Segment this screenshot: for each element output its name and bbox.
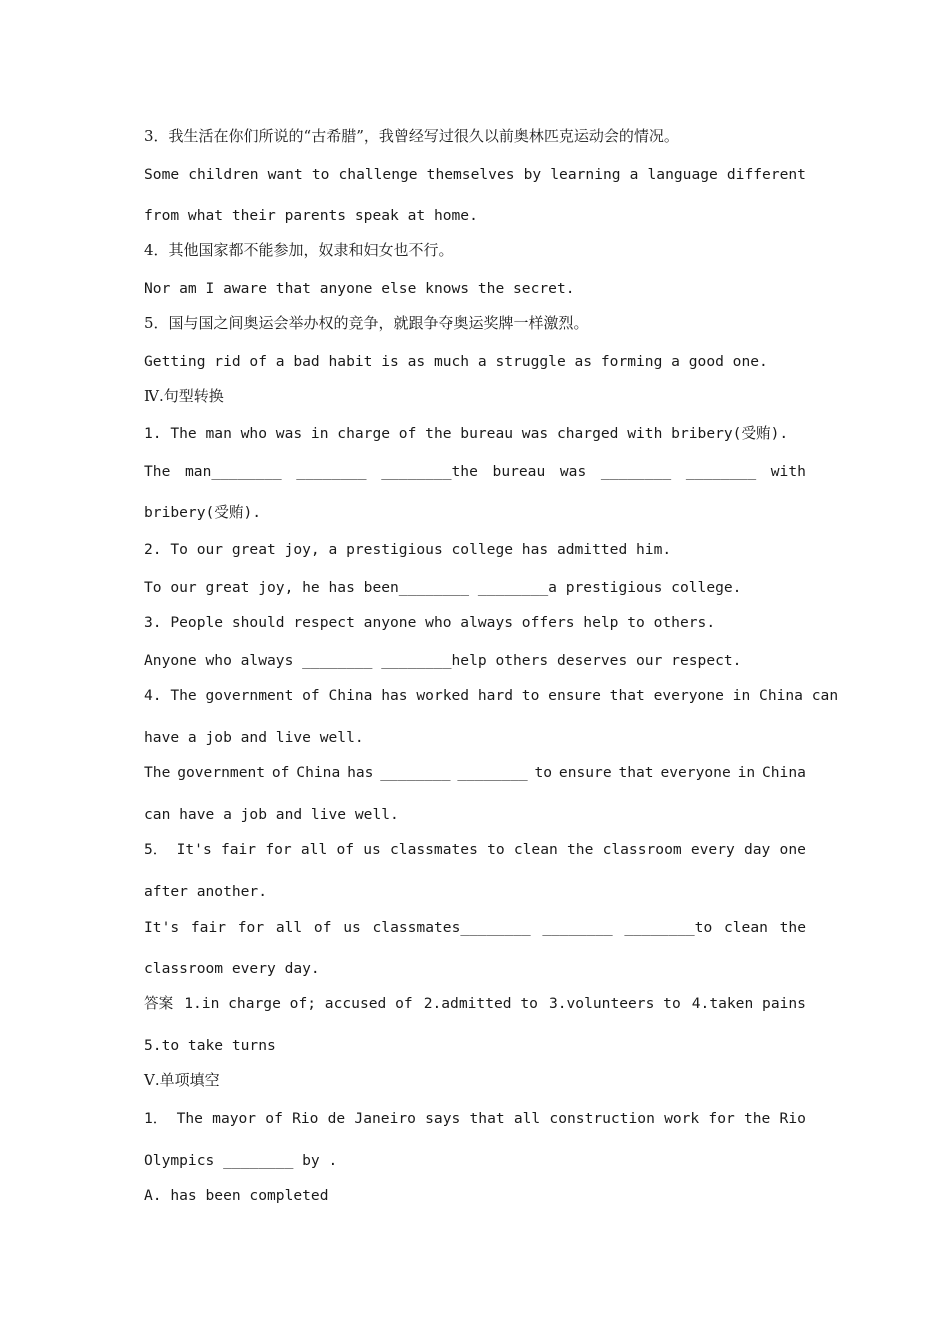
translation-q3-chinese: 3．我生活在你们所说的“古希腊”，我曾经写过很久以前奥林匹克运动会的情况。	[144, 127, 679, 145]
section-iv-heading: Ⅳ.句型转换	[144, 387, 224, 405]
section-iv-q2-fill: To our great joy, he has been________ ________a prestigious college.	[144, 579, 742, 596]
section-iv-q4-fill-line1	[144, 763, 806, 783]
word: It's	[176, 841, 212, 858]
word: everyone	[660, 764, 731, 781]
translation-s1-line2: from what their parents speak at home.	[144, 207, 478, 224]
word: of	[265, 1110, 283, 1127]
word: different	[726, 166, 806, 183]
word: bureau	[492, 463, 546, 480]
word: with	[770, 463, 806, 480]
word: the	[779, 919, 806, 936]
translation-s1-line1	[144, 165, 806, 185]
word: ensure	[558, 764, 612, 781]
word: says	[425, 1110, 461, 1127]
word: ________the	[381, 463, 478, 480]
word: Rio	[779, 1110, 806, 1127]
section-iv-q5-line1	[144, 840, 806, 860]
word: children	[188, 166, 259, 183]
word: classmates	[390, 841, 478, 858]
word: construction	[549, 1110, 655, 1127]
word: ________	[600, 463, 672, 480]
word: for	[708, 1110, 735, 1127]
word: a	[629, 166, 639, 183]
word: 1．	[144, 1110, 168, 1127]
word: fair	[190, 919, 227, 936]
section-iv-q5-line2: after another.	[144, 883, 268, 900]
word: clean	[723, 919, 768, 936]
word: 4.taken pains	[691, 995, 806, 1012]
word: ________to	[624, 919, 713, 936]
word: Janeiro	[354, 1110, 416, 1127]
word: themselves	[426, 166, 515, 183]
section-v-heading: Ⅴ.单项填空	[144, 1071, 220, 1089]
word: every	[690, 841, 735, 858]
translation-q4-chinese: 4．其他国家都不能参加，奴隶和妇女也不行。	[144, 241, 454, 259]
word: It's	[144, 919, 180, 936]
word: us	[343, 919, 361, 936]
word: learning	[550, 166, 621, 183]
word: The	[144, 764, 171, 781]
section-v-q1-line2: Olympics ________ by .	[144, 1152, 338, 1169]
word: 1.in charge of; accused of	[184, 995, 413, 1012]
word: by	[523, 166, 542, 183]
word: one	[779, 841, 806, 858]
word: challenge	[338, 166, 418, 183]
word: The	[176, 1110, 203, 1127]
section-iv-q4-line1: 4. The government of China has worked hard to ensure that everyone in China can	[144, 687, 839, 704]
section-iv-q3-fill: Anyone who always ________ ________help others deserves our respect.	[144, 652, 742, 669]
word: for	[265, 841, 292, 858]
word: day	[743, 841, 771, 858]
word: fair	[220, 841, 257, 858]
word: 答案	[144, 995, 174, 1012]
word: The	[144, 463, 171, 480]
translation-q5-chinese: 5．国与国之间奥运会举办权的竞争，就跟争夺奥运奖牌一样激烈。	[144, 314, 589, 332]
word: the	[567, 841, 594, 858]
word: of	[336, 841, 355, 858]
word: the	[743, 1110, 771, 1127]
word: China	[296, 764, 341, 781]
section-v-q1-option-a: A. has been completed	[144, 1187, 329, 1204]
word: ________	[542, 919, 613, 936]
word: Rio	[292, 1110, 319, 1127]
section-iv-q1-fill-line2: bribery(受贿).	[144, 504, 262, 521]
word: has	[347, 764, 374, 781]
word: for	[237, 919, 265, 936]
section-iv-q5-fill-line1	[144, 918, 806, 938]
word: ________	[296, 463, 367, 480]
answer-key-line2: 5.to take turns	[144, 1037, 276, 1054]
word: classroom	[602, 841, 682, 858]
word: that	[469, 1110, 505, 1127]
word: 5．	[144, 841, 168, 858]
section-iv-q2: 2. To our great joy, a prestigious college has admitted him.	[144, 541, 672, 558]
section-iv-q1: 1. The man who was in charge of the bureau was charged with bribery(受贿).	[144, 425, 789, 442]
word: all	[300, 841, 328, 858]
word: to	[311, 166, 330, 183]
word: ________	[685, 463, 757, 480]
section-v-q1-line1	[144, 1109, 806, 1129]
word: that	[618, 764, 654, 781]
word: classmates________	[372, 919, 531, 936]
section-iv-q5-fill-line2: classroom every day.	[144, 960, 320, 977]
section-iv-q1-fill-line1	[144, 462, 806, 482]
section-iv-q3: 3. People should respect anyone who always offers help to others.	[144, 614, 716, 631]
word: de	[327, 1110, 346, 1127]
answer-key-line1	[144, 994, 806, 1014]
section-iv-q4-fill-line2: can have a job and live well.	[144, 806, 399, 823]
translation-s3: Getting rid of a bad habit is as much a struggle as forming a good one.	[144, 353, 768, 370]
word: of	[313, 919, 332, 936]
word: ________	[457, 764, 528, 781]
word: 3.volunteers to	[548, 995, 681, 1012]
word: China	[761, 764, 806, 781]
word: government	[177, 764, 266, 781]
word: was	[559, 463, 587, 480]
word: in	[737, 764, 756, 781]
word: to	[534, 764, 553, 781]
word: us	[363, 841, 381, 858]
word: mayor	[212, 1110, 257, 1127]
word: 2.admitted to	[423, 995, 538, 1012]
word: to	[487, 841, 505, 858]
word: all	[513, 1110, 541, 1127]
word: Some	[144, 166, 180, 183]
word: all	[275, 919, 303, 936]
word: man________	[185, 463, 282, 480]
word: want	[267, 166, 303, 183]
word: ________	[380, 764, 451, 781]
word: of	[271, 764, 290, 781]
word: language	[647, 166, 718, 183]
word: clean	[513, 841, 558, 858]
translation-s2: Nor am I aware that anyone else knows the secret.	[144, 280, 575, 297]
word: work	[664, 1110, 700, 1127]
section-iv-q4-line2: have a job and live well.	[144, 729, 364, 746]
